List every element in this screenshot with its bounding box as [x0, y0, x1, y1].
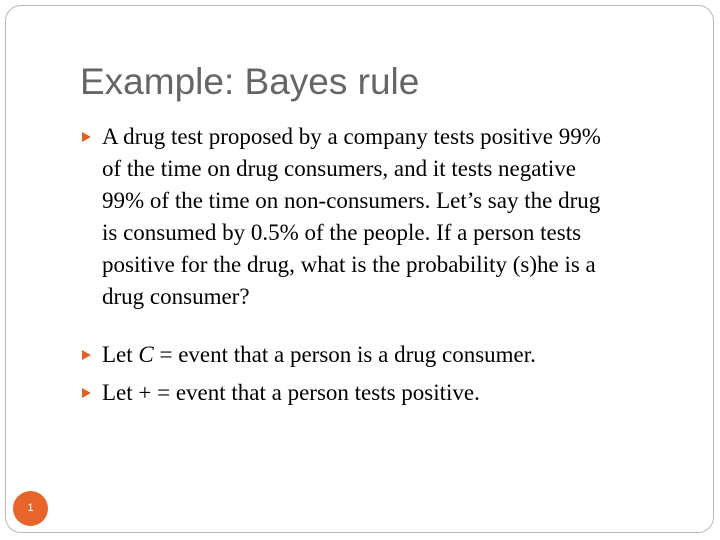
bullet-list [80, 121, 680, 409]
bullet-text-line: 99% of the time on non-consumers. Let’s say the drug [102, 188, 601, 213]
bullet-text-suffix: = event that a person is a drug consumer. [153, 342, 536, 367]
triangle-bullet-icon [82, 350, 91, 360]
triangle-bullet-icon [82, 388, 91, 398]
bullet-text-line: A drug test proposed by a company tests positive 99% [102, 124, 601, 149]
bullet-item-event-positive [80, 377, 680, 409]
bullet-text-line: Let + = event that a person tests positive. [102, 380, 480, 405]
page-number-badge: 1 [13, 491, 48, 526]
bullet-text-line: of the time on drug consumers, and it tests negative [102, 156, 576, 181]
bullet-item-drug-test [80, 121, 680, 313]
bullet-text-line: drug consumer? [102, 284, 250, 309]
bullet-text-prefix: Let [102, 342, 139, 367]
bullet-text-line [102, 339, 680, 371]
triangle-bullet-icon [82, 132, 91, 142]
bullet-item-event-c [80, 339, 680, 371]
event-symbol-c: C [138, 342, 154, 367]
bullet-text-line: is consumed by 0.5% of the people. If a person tests [102, 220, 582, 245]
slide-title: Example: Bayes rule [80, 61, 420, 102]
bullet-text-line: positive for the drug, what is the probability (s)he is a [102, 252, 596, 277]
